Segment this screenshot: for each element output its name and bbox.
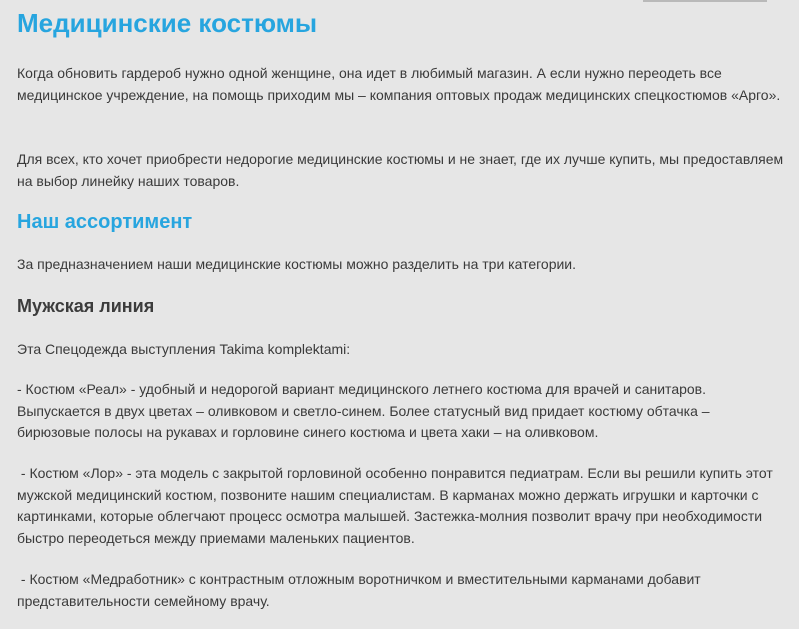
intro-paragraph-1: Когда обновить гардероб нужно одной женщине, она идет в любимый магазин. А если нужно переодеть все медицинское учреждение, на помощь приходим мы – компания оптовых продаж медицинских спецкостюмов «Арго». [17,65,781,103]
page-title: Медицинские костюмы [17,8,318,38]
assortment-paragraph: За предназначением наши медицинские костюмы можно разделить на три категории. [17,256,577,272]
product-item-medrabotnik: - Костюм «Медработник» с контрастным отложным воротничком и вместительными карманами добавит представительности семейному врачу. [17,571,705,609]
assortment-heading: Наш ассортимент [17,211,193,233]
product-item-real: - Костюм «Реал» - удобный и недорогой вариант медицинского летнего костюма для врачей и санитаров. Выпускается в двух цветах – оливковом и светло-синем. Более статусный вид придает костюму обтачка – бирюзовые полосы на рукавах и горловине синего костюма и цвета хаки – на оливковом. [17,381,710,440]
product-item-lor: - Костюм «Лор» - эта модель с закрытой горловиной особенно понравится педиатрам. Если вы решили купить этот мужской медицинский костюм, позвоните нашим специалистам. В карманах можно держать игрушки и карточки с картинками, которые облегчают процесс осмотра малышей. Застежка-молния позволит врачу при необходимости быстро переодеться между приемами маленьких пациентов. [17,465,777,546]
intro-paragraph-2: Для всех, кто хочет приобрести недорогие медицинские костюмы и не знает, где их лучше купить, мы предоставляем на выбор линейку наших товаров. [17,151,784,189]
top-tab-strip [643,0,767,2]
men-line-intro: Эта Спецодежда выступления Takima komplektami: [17,341,351,357]
men-line-heading: Мужская линия [17,296,155,316]
